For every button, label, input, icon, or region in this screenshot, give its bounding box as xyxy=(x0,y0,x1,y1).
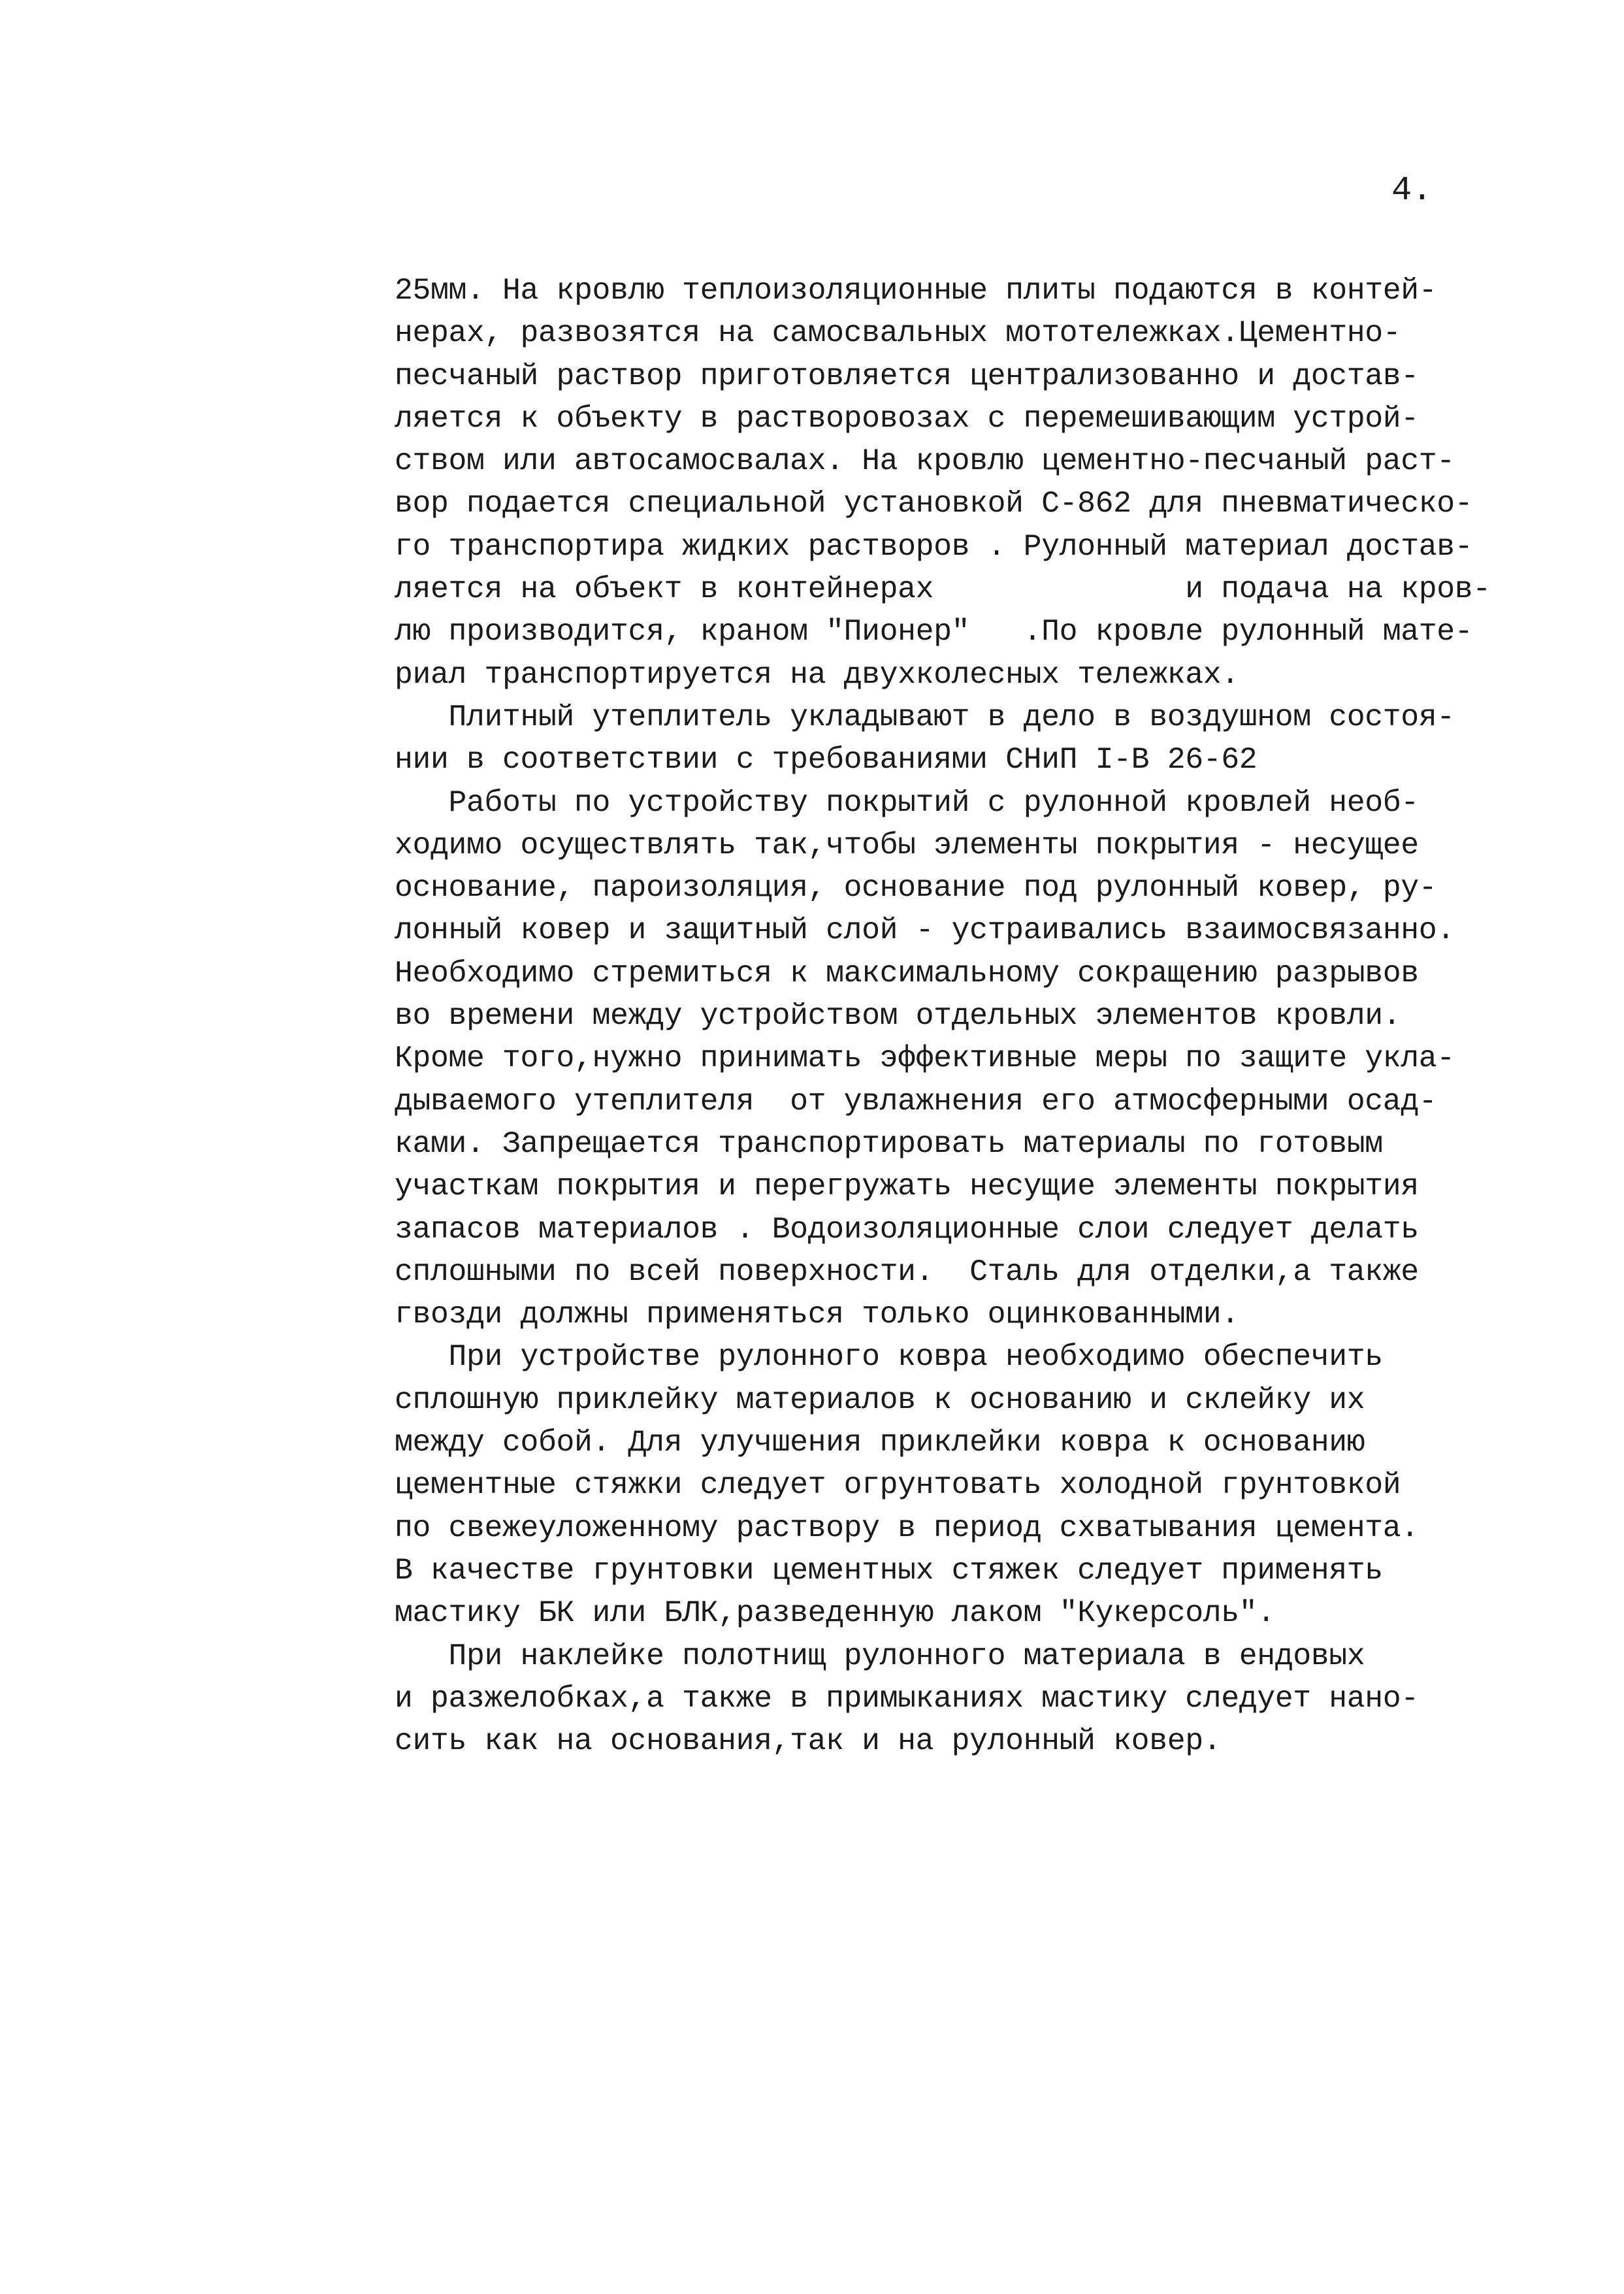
text-line: Кроме того,нужно принимать эффективные меры по защите укла- xyxy=(395,1041,1455,1076)
text-line: В качестве грунтовки цементных стяжек следует применять xyxy=(395,1552,1383,1588)
text-line: ством или автосамосвалах. На кровлю цементно-песчаный раст- xyxy=(395,444,1455,479)
text-line: песчаный раствор приготовляется централизованно и достав- xyxy=(395,358,1419,393)
text-line: сплошными по всей поверхности. Сталь для отделки,а также xyxy=(395,1254,1419,1289)
paragraph-start: При наклейке полотнищ рулонного материала в ендовых xyxy=(395,1638,1365,1673)
paragraph-start: Работы по устройству покрытий с рулонной кровлей необ- xyxy=(395,785,1419,820)
text-line: мастику БК или БЛК,разведенную лаком "Кукерсоль". xyxy=(395,1596,1275,1631)
text-line: по свежеуложенному раствору в период схватывания цемента. xyxy=(395,1510,1419,1545)
text-line: сплошную приклейку материалов к основанию и склейку их xyxy=(395,1382,1365,1417)
text-line: лю производится, краном "Пионер" .По кровле рулонный мате- xyxy=(395,614,1473,649)
text-line: нерах, развозятся на самосвальных мототележках.Цементно- xyxy=(395,316,1401,351)
text-line: ляется на объект в контейнерах и подача на кров- xyxy=(395,572,1491,607)
text-line: ляется к объекту в растворовозах с перемешивающим устрой- xyxy=(395,401,1419,436)
text-line: гвозди должны применяться только оцинкованными. xyxy=(395,1297,1239,1332)
text-line: сить как на основания,так и на рулонный ковер. xyxy=(395,1724,1222,1759)
text-line: участкам покрытия и перегружать несущие элементы покрытия xyxy=(395,1169,1419,1204)
text-line: лонный ковер и защитный слой - устраивались взаимосвязанно. xyxy=(395,913,1455,948)
text-line: 25мм. На кровлю теплоизоляционные плиты подаются в контей- xyxy=(395,273,1437,308)
text-line: во времени между устройством отдельных элементов кровли. xyxy=(395,998,1401,1034)
page-number: 4. xyxy=(1391,171,1433,210)
text-line: Необходимо стремиться к максимальному сокращению разрывов xyxy=(395,955,1419,991)
text-line: основание, пароизоляция, основание под рулонный ковер, ру- xyxy=(395,870,1437,906)
text-line: и разжелобках,а также в примыканиях мастику следует нано- xyxy=(395,1680,1419,1716)
text-line: ходимо осуществлять так,чтобы элементы покрытия - несущее xyxy=(395,827,1419,862)
text-line: вор подается специальной установкой С-862 для пневматическо- xyxy=(395,486,1473,521)
text-line: между собой. Для улучшения приклейки ковра к основанию xyxy=(395,1425,1365,1460)
paragraph-start: При устройстве рулонного ковра необходимо обеспечить xyxy=(395,1339,1383,1375)
text-line: риал транспортируется на двухколесных тележках. xyxy=(395,657,1239,692)
text-line: нии в соответствии с требованиями СНиП I-В 26-62 xyxy=(395,742,1258,778)
body-text xyxy=(395,269,1525,1762)
paragraph-start: Плитный утеплитель укладывают в дело в воздушном состоя- xyxy=(395,699,1455,734)
text-line: цементные стяжки следует огрунтовать холодной грунтовкой xyxy=(395,1467,1401,1503)
text-line: дываемого утеплителя от увлажнения его атмосферными осад- xyxy=(395,1083,1437,1119)
text-line: го транспортира жидких растворов . Рулонный материал достав- xyxy=(395,529,1473,564)
text-line: ками. Запрещается транспортировать материалы по готовым xyxy=(395,1126,1383,1161)
text-line: запасов материалов . Водоизоляционные слои следует делать xyxy=(395,1211,1419,1247)
